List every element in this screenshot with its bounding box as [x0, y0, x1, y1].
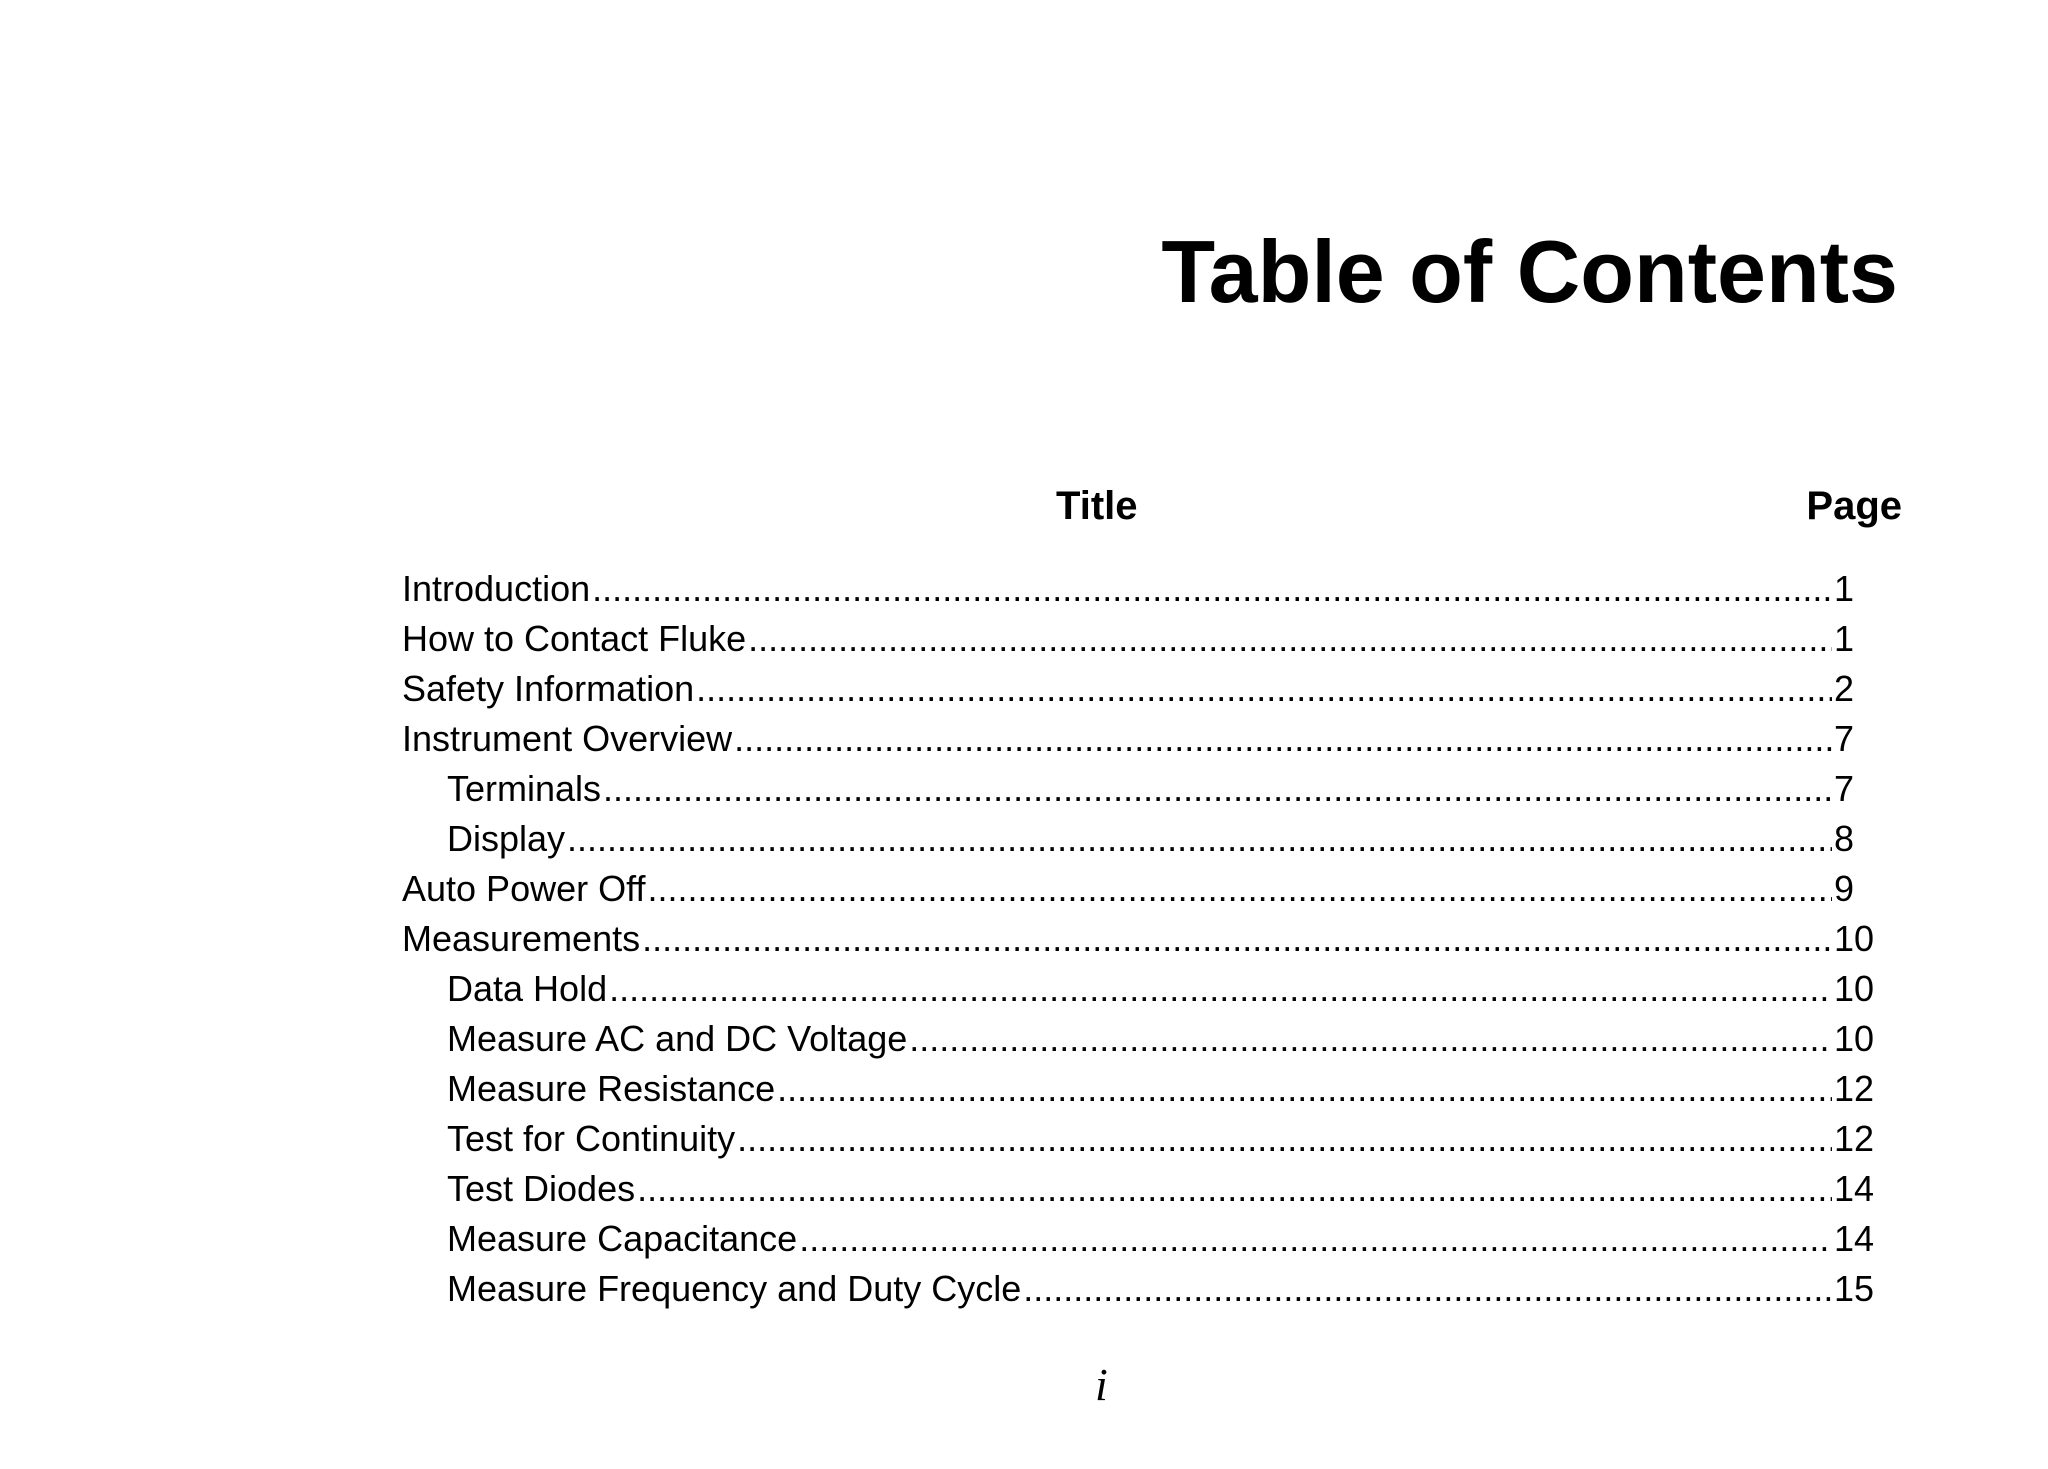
toc-entry-page: 10 [1834, 918, 1875, 959]
toc-entry-label: Display [447, 818, 566, 859]
toc-entry-label: Introduction [402, 568, 591, 609]
toc-entry[interactable] [402, 714, 1882, 764]
toc-entry-page: 10 [1834, 1018, 1875, 1059]
toc-subentry[interactable] [402, 814, 1882, 864]
toc-entry[interactable] [402, 564, 1882, 614]
toc-entry-page: 14 [1834, 1218, 1875, 1259]
dot-leader [748, 614, 1832, 664]
toc-entry-label: Measure AC and DC Voltage [447, 1018, 908, 1059]
toc-entry-page: 12 [1834, 1068, 1875, 1109]
toc-entry-page: 7 [1834, 718, 1855, 759]
toc-entry-page: 12 [1834, 1118, 1875, 1159]
toc-subentry[interactable] [402, 1064, 1882, 1114]
toc-entry-page: 8 [1834, 818, 1855, 859]
toc-subentry[interactable] [402, 1214, 1882, 1264]
toc-entry-label: Instrument Overview [402, 718, 733, 759]
dot-leader [909, 1014, 1832, 1064]
toc-entry-label: Terminals [447, 768, 602, 809]
toc-list [402, 564, 1882, 1314]
dot-leader [637, 1164, 1832, 1214]
dot-leader [696, 664, 1832, 714]
toc-entry[interactable] [402, 614, 1882, 664]
dot-leader [592, 564, 1832, 614]
dot-leader [734, 714, 1832, 764]
toc-subentry[interactable] [402, 964, 1882, 1014]
toc-entry-label: Measure Resistance [447, 1068, 776, 1109]
toc-entry-page: 10 [1834, 968, 1875, 1009]
toc-entry-page: 7 [1834, 768, 1855, 809]
dot-leader [737, 1114, 1832, 1164]
toc-entry-page: 2 [1834, 668, 1855, 709]
toc-entry-label: Measure Capacitance [447, 1218, 798, 1259]
toc-entry[interactable] [402, 864, 1882, 914]
dot-leader [799, 1214, 1832, 1264]
dot-leader [603, 764, 1832, 814]
dot-leader [777, 1064, 1832, 1114]
toc-entry-page: 9 [1834, 868, 1855, 909]
toc-entry[interactable] [402, 664, 1882, 714]
toc-subentry[interactable] [402, 764, 1882, 814]
toc-entry-label: Test for Continuity [447, 1118, 736, 1159]
toc-entry[interactable] [402, 914, 1882, 964]
dot-leader [567, 814, 1832, 864]
toc-entry-page: 15 [1834, 1268, 1875, 1309]
page-title: Table of Contents [1161, 222, 1898, 321]
dot-leader [609, 964, 1832, 1014]
toc-subentry[interactable] [402, 1014, 1882, 1064]
toc-entry-label: Test Diodes [447, 1168, 636, 1209]
dot-leader [1023, 1264, 1832, 1314]
page-column-header: Page [1806, 484, 1902, 528]
toc-subentry[interactable] [402, 1264, 1882, 1314]
title-column-header: Title [1056, 484, 1138, 528]
dot-leader [647, 864, 1832, 914]
toc-subentry[interactable] [402, 1114, 1882, 1164]
toc-subentry[interactable] [402, 1164, 1882, 1214]
toc-entry-label: Auto Power Off [402, 868, 646, 909]
toc-entry-page: 1 [1834, 618, 1855, 659]
page-number: i [1095, 1359, 1108, 1410]
dot-leader [642, 914, 1832, 964]
toc-entry-page: 1 [1834, 568, 1855, 609]
toc-entry-label: Safety Information [402, 668, 695, 709]
toc-entry-label: Measure Frequency and Duty Cycle [447, 1268, 1022, 1309]
toc-entry-label: Data Hold [447, 968, 608, 1009]
toc-entry-label: How to Contact Fluke [402, 618, 747, 659]
toc-entry-page: 14 [1834, 1168, 1875, 1209]
toc-entry-label: Measurements [402, 918, 641, 959]
